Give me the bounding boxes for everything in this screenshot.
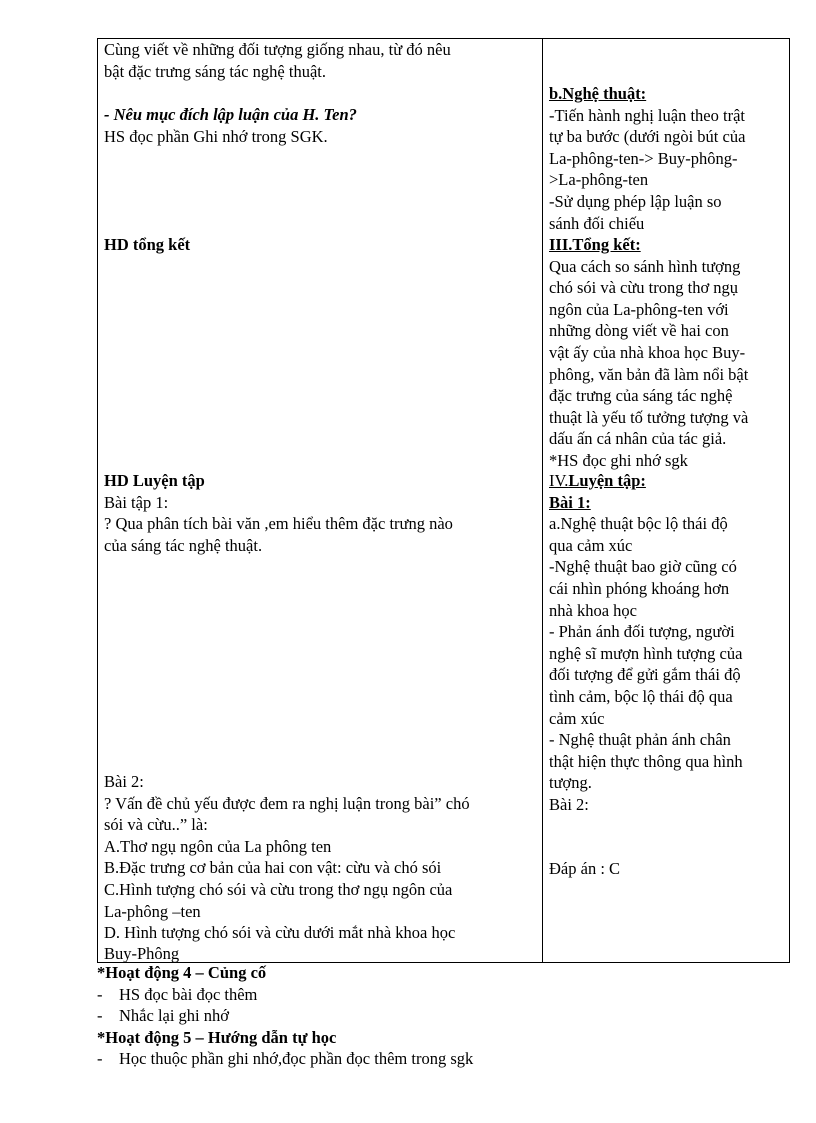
art-line: La-phông-ten-> Buy-phông- <box>549 148 738 168</box>
exercise2-option: Buy-Phông <box>104 944 180 963</box>
practice-heading-right: IV.Luyện tập: <box>549 471 646 490</box>
activity4-item: - Nhắc lại ghi nhớ <box>97 1006 229 1026</box>
summary-heading: HD tổng kết <box>104 235 191 254</box>
exercise1-line: cái nhìn phóng khoáng hơn <box>549 579 730 598</box>
art-line: tự ba bước (dưới ngòi bút của <box>549 127 746 147</box>
exercise2-label-right: Bài 2: <box>549 795 589 814</box>
summary-line: *HS đọc ghi nhớ sgk <box>549 451 688 470</box>
exercise1-question: của sáng tác nghệ thuật. <box>104 535 263 555</box>
art-line: >La-phông-ten <box>549 170 649 190</box>
exercise2-option: D. Hình tượng chó sói và cừu dưới mắt nhà khoa học <box>104 923 456 943</box>
exercise1-line: -Nghệ thuật bao giờ cũng có <box>549 557 737 577</box>
practice-heading: HD Luyện tập <box>104 471 205 490</box>
exercise1-line: đối tượng để gửi gắm thái độ <box>549 665 741 685</box>
summary-line: phông, văn bản đã làm nổi bật <box>549 364 749 384</box>
activity5-heading: *Hoạt động 5 – Hướng dẫn tự học <box>97 1027 337 1047</box>
lesson-table <box>97 38 790 963</box>
exercise2-option: B.Đặc trưng cơ bản của hai con vật: cừu và chó sói <box>104 858 442 878</box>
exercise1-line: a.Nghệ thuật bộc lộ thái độ <box>549 514 728 534</box>
exercise1-line: - Nghệ thuật phản ánh chân <box>549 730 731 750</box>
summary-line: ngôn của La-phông-ten với <box>549 299 729 319</box>
art-line: -Sử dụng phép lập luận so <box>549 192 722 211</box>
intro-line: Cùng viết về những đối tượng giống nhau, từ đó nêu <box>104 40 451 59</box>
exercise2-label: Bài 2: <box>104 772 144 791</box>
exercise1-line: tượng. <box>549 773 592 793</box>
art-line: -Tiến hành nghị luận theo trật <box>549 105 745 125</box>
exercise2-question: ? Vấn đề chủ yếu được đem ra nghị luận trong bài” chó <box>104 793 470 813</box>
purpose-question: - Nêu mục đích lập luận của H. Ten? <box>104 105 357 124</box>
exercise1-line: nghệ sĩ mượn hình tượng của <box>549 643 743 663</box>
summary-line: Qua cách so sánh hình tượng <box>549 256 741 276</box>
exercise1-line: qua cảm xúc <box>549 535 633 555</box>
exercise1-line: - Phản ánh đối tượng, người <box>549 622 735 642</box>
art-heading: b.Nghệ thuật: <box>549 84 647 103</box>
summary-line: thuật là yếu tố tưởng tượng và <box>549 407 749 427</box>
activity4-heading: *Hoạt động 4 – Củng cố <box>97 963 267 982</box>
exercise2-option: C.Hình tượng chó sói và cừu trong thơ ngụ ngôn của <box>104 880 453 899</box>
exercise2-answer: Đáp án : C <box>549 859 621 878</box>
exercise2-question: sói và cừu..” là: <box>104 815 208 835</box>
exercise2-option: La-phông –ten <box>104 901 201 921</box>
summary-line: những dòng viết về hai con <box>549 321 729 341</box>
summary-line: vật ấy của nhà khoa học Buy- <box>549 343 746 362</box>
exercise1-line: tình cảm, bộc lộ thái độ qua <box>549 687 733 706</box>
exercise1-question: ? Qua phân tích bài văn ,em hiểu thêm đặc trưng nào <box>104 514 453 534</box>
activity4-item: - HS đọc bài đọc thêm <box>97 984 258 1004</box>
read-note: HS đọc phần Ghi nhớ trong SGK. <box>104 126 328 146</box>
summary-heading-right: III.Tổng kết: <box>549 235 641 254</box>
exercise1-line: cảm xúc <box>549 708 605 728</box>
activities-section <box>97 962 797 1070</box>
summary-line: dấu ấn cá nhân của tác giả. <box>549 429 727 449</box>
exercise2-option: A.Thơ ngụ ngôn của La phông ten <box>104 836 332 856</box>
column-divider <box>542 39 543 962</box>
exercise1-line: thật hiện thực thông qua hình <box>549 751 743 771</box>
exercise1-heading: Bài 1: <box>549 492 591 512</box>
intro-line: bật đặc trưng sáng tác nghệ thuật. <box>104 61 326 81</box>
summary-line: chó sói và cừu trong thơ ngụ <box>549 278 739 298</box>
exercise1-label: Bài tập 1: <box>104 492 169 512</box>
activity5-item: - Học thuộc phần ghi nhớ,đọc phần đọc thêm trong sgk <box>97 1049 474 1069</box>
art-line: sánh đối chiếu <box>549 213 645 233</box>
exercise1-line: nhà khoa học <box>549 600 637 620</box>
summary-line: đặc trưng của sáng tác nghệ <box>549 386 733 406</box>
